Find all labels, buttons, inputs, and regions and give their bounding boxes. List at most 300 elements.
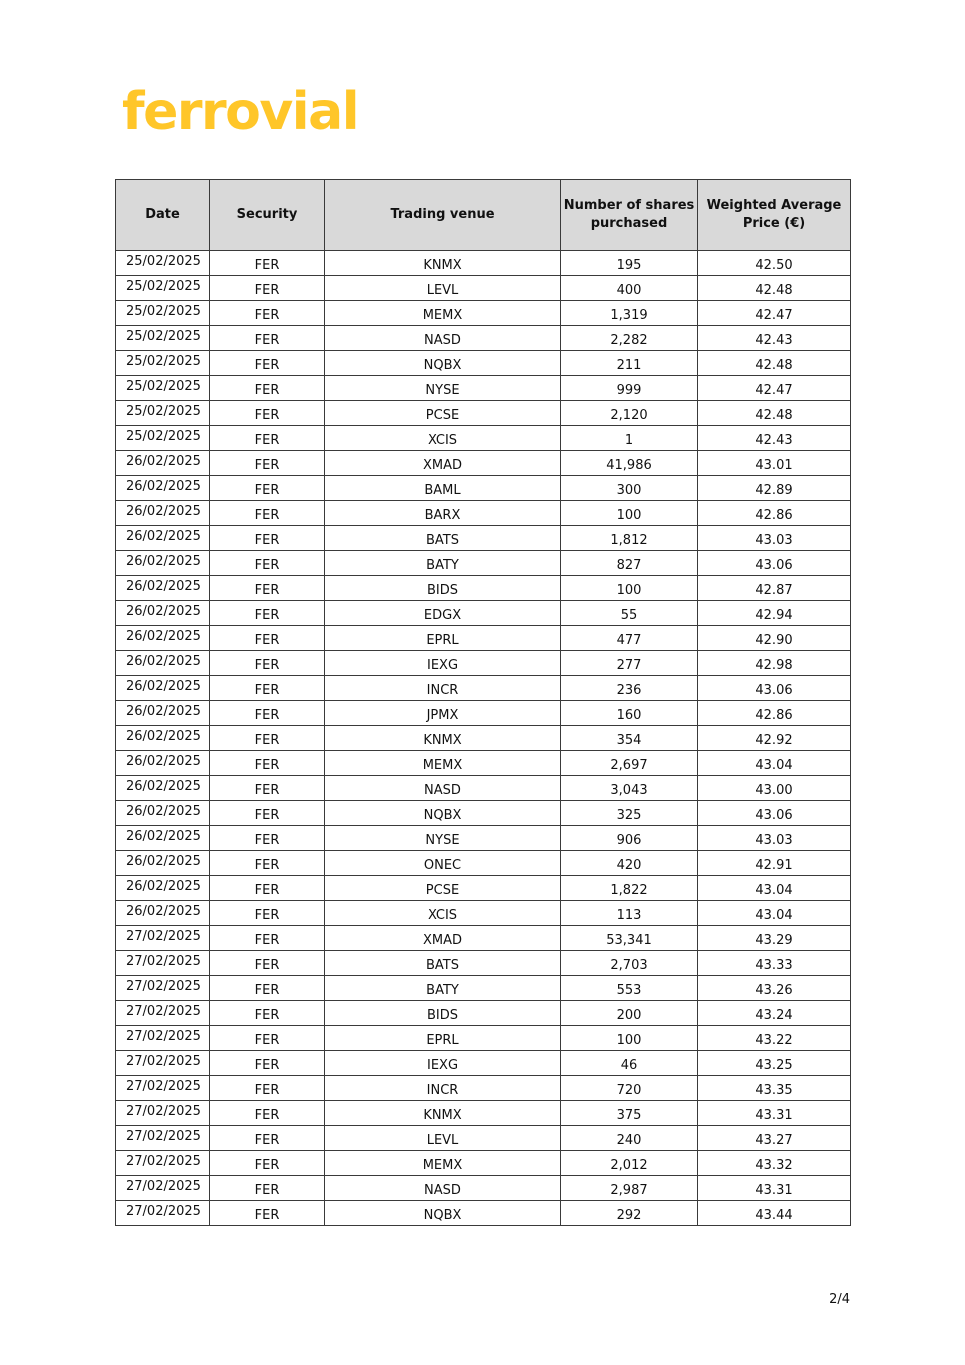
price-text: 43.24 [755, 1008, 793, 1023]
table-row [116, 551, 851, 576]
date-text: 27/02/2025 [126, 929, 201, 944]
price-text: 43.31 [755, 1108, 793, 1123]
shares-cell [561, 501, 698, 526]
date-cell [116, 301, 210, 326]
price-text: 42.48 [755, 408, 793, 423]
venue-text: MEMX [422, 1158, 463, 1173]
venue-text: EPRL [426, 633, 459, 648]
shares-text: 720 [616, 1083, 642, 1098]
price-cell [698, 1126, 851, 1151]
shares-cell [561, 926, 698, 951]
date-cell [116, 251, 210, 276]
price-cell [698, 726, 851, 751]
table-row [116, 726, 851, 751]
date-cell [116, 826, 210, 851]
shares-cell [561, 1126, 698, 1151]
shares-cell [561, 276, 698, 301]
table-row [116, 1001, 851, 1026]
price-cell [698, 251, 851, 276]
date-text: 25/02/2025 [126, 304, 201, 319]
shares-text: 354 [616, 733, 642, 748]
date-cell [116, 326, 210, 351]
security-cell [210, 326, 325, 351]
date-text: 26/02/2025 [126, 454, 201, 469]
price-text: 43.26 [755, 983, 793, 998]
price-text: 42.87 [755, 583, 793, 598]
date-cell [116, 901, 210, 926]
date-cell [116, 726, 210, 751]
date-cell [116, 626, 210, 651]
date-text: 27/02/2025 [126, 1029, 201, 1044]
security-cell [210, 976, 325, 1001]
security-cell [210, 426, 325, 451]
date-cell [116, 551, 210, 576]
shares-cell [561, 326, 698, 351]
date-cell [116, 1076, 210, 1101]
date-text: 26/02/2025 [126, 754, 201, 769]
venue-text: BATY [426, 983, 459, 998]
date-cell [116, 676, 210, 701]
price-cell [698, 576, 851, 601]
date-cell [116, 276, 210, 301]
price-text: 42.86 [755, 508, 793, 523]
security-cell [210, 776, 325, 801]
security-text: FER [254, 608, 280, 623]
venue-text: ONEC [423, 858, 462, 873]
shares-text: 477 [616, 633, 642, 648]
price-cell [698, 1201, 851, 1226]
date-text: 26/02/2025 [126, 604, 201, 619]
table-row [116, 1176, 851, 1201]
table-row [116, 1201, 851, 1226]
security-cell [210, 1151, 325, 1176]
security-text: FER [254, 1008, 280, 1023]
venue-cell [325, 676, 561, 701]
venue-cell [325, 401, 561, 426]
venue-cell [325, 626, 561, 651]
venue-cell [325, 701, 561, 726]
ferrovial-logo: ferrovial [122, 82, 359, 142]
shares-text: 236 [616, 683, 642, 698]
security-cell [210, 751, 325, 776]
price-text: 43.03 [755, 833, 793, 848]
date-text: 26/02/2025 [126, 729, 201, 744]
shares-text: 41,986 [606, 458, 652, 473]
venue-text: BIDS [426, 1008, 458, 1023]
shares-cell [561, 876, 698, 901]
venue-text: NYSE [425, 383, 460, 398]
price-text: 42.86 [755, 708, 793, 723]
date-cell [116, 1151, 210, 1176]
price-cell [698, 476, 851, 501]
shares-cell [561, 1051, 698, 1076]
venue-text: NASD [424, 1183, 461, 1198]
date-cell [116, 401, 210, 426]
price-cell [698, 901, 851, 926]
table-row [116, 976, 851, 1001]
date-text: 26/02/2025 [126, 479, 201, 494]
price-text: 43.04 [755, 883, 793, 898]
shares-cell [561, 376, 698, 401]
venue-cell [325, 251, 561, 276]
venue-text: BATS [426, 533, 459, 548]
price-text: 42.94 [755, 608, 793, 623]
price-cell [698, 776, 851, 801]
date-text: 26/02/2025 [126, 904, 201, 919]
price-cell [698, 626, 851, 651]
shares-text: 2,697 [610, 758, 648, 773]
price-text: 43.25 [755, 1058, 793, 1073]
price-cell [698, 801, 851, 826]
table-header-row [116, 180, 851, 251]
venue-cell [325, 1101, 561, 1126]
security-text: FER [254, 683, 280, 698]
shares-cell [561, 526, 698, 551]
price-cell [698, 676, 851, 701]
date-cell [116, 1126, 210, 1151]
venue-cell [325, 651, 561, 676]
table-row [116, 851, 851, 876]
shares-text: 300 [616, 483, 642, 498]
shares-cell [561, 726, 698, 751]
price-text: 42.98 [755, 658, 793, 673]
venue-cell [325, 551, 561, 576]
venue-cell [325, 1176, 561, 1201]
shares-cell [561, 776, 698, 801]
date-cell [116, 876, 210, 901]
shares-cell [561, 751, 698, 776]
date-text: 27/02/2025 [126, 1154, 201, 1169]
security-cell [210, 851, 325, 876]
date-cell [116, 576, 210, 601]
security-text: FER [254, 1208, 280, 1223]
price-cell [698, 651, 851, 676]
price-text: 43.33 [755, 958, 793, 973]
date-text: 26/02/2025 [126, 529, 201, 544]
price-text: 43.03 [755, 533, 793, 548]
security-cell [210, 1126, 325, 1151]
shares-cell [561, 1201, 698, 1226]
shares-cell [561, 1076, 698, 1101]
table-row [116, 301, 851, 326]
price-cell [698, 1051, 851, 1076]
venue-cell [325, 751, 561, 776]
security-text: FER [254, 933, 280, 948]
header-date: Date [116, 180, 210, 251]
security-cell [210, 1201, 325, 1226]
shares-text: 1,319 [610, 308, 648, 323]
security-text: FER [254, 858, 280, 873]
date-text: 25/02/2025 [126, 379, 201, 394]
shares-text: 3,043 [610, 783, 648, 798]
venue-cell [325, 776, 561, 801]
venue-text: LEVL [426, 1133, 459, 1148]
date-text: 25/02/2025 [126, 329, 201, 344]
date-cell [116, 1101, 210, 1126]
security-text: FER [254, 1183, 280, 1198]
venue-cell [325, 876, 561, 901]
venue-text: KNMX [423, 1108, 462, 1123]
shares-text: 292 [616, 1208, 642, 1223]
shares-text: 2,703 [610, 958, 648, 973]
security-text: FER [254, 1058, 280, 1073]
venue-cell [325, 1076, 561, 1101]
venue-text: LEVL [426, 283, 459, 298]
price-text: 43.32 [755, 1158, 793, 1173]
price-text: 42.48 [755, 283, 793, 298]
security-cell [210, 276, 325, 301]
venue-text: NYSE [425, 833, 460, 848]
date-text: 26/02/2025 [126, 629, 201, 644]
security-text: FER [254, 1108, 280, 1123]
price-cell [698, 526, 851, 551]
price-text: 43.00 [755, 783, 793, 798]
shares-cell [561, 951, 698, 976]
security-cell [210, 801, 325, 826]
price-cell [698, 276, 851, 301]
date-cell [116, 701, 210, 726]
shares-cell [561, 826, 698, 851]
shares-text: 553 [616, 983, 642, 998]
shares-cell [561, 626, 698, 651]
date-cell [116, 801, 210, 826]
security-cell [210, 451, 325, 476]
date-cell [116, 351, 210, 376]
shares-text: 277 [616, 658, 642, 673]
price-cell [698, 851, 851, 876]
price-cell [698, 351, 851, 376]
price-cell [698, 376, 851, 401]
table-row [116, 1151, 851, 1176]
date-cell [116, 1051, 210, 1076]
shares-text: 1,812 [610, 533, 648, 548]
venue-cell [325, 1026, 561, 1051]
price-text: 42.89 [755, 483, 793, 498]
date-text: 25/02/2025 [126, 254, 201, 269]
venue-text: EPRL [426, 1033, 459, 1048]
shares-text: 100 [616, 508, 642, 523]
price-cell [698, 926, 851, 951]
security-cell [210, 701, 325, 726]
shares-cell [561, 601, 698, 626]
security-text: FER [254, 958, 280, 973]
table-row [116, 376, 851, 401]
security-text: FER [254, 633, 280, 648]
date-text: 26/02/2025 [126, 504, 201, 519]
table-row [116, 276, 851, 301]
table-row [116, 1101, 851, 1126]
price-cell [698, 326, 851, 351]
price-text: 42.91 [755, 858, 793, 873]
price-text: 42.92 [755, 733, 793, 748]
date-cell [116, 651, 210, 676]
venue-cell [325, 901, 561, 926]
shares-text: 113 [616, 908, 642, 923]
shares-cell [561, 1176, 698, 1201]
venue-cell [325, 451, 561, 476]
shares-text: 46 [620, 1058, 638, 1073]
venue-text: XMAD [422, 458, 463, 473]
price-text: 43.22 [755, 1033, 793, 1048]
security-text: FER [254, 758, 280, 773]
price-cell [698, 451, 851, 476]
security-text: FER [254, 308, 280, 323]
date-cell [116, 501, 210, 526]
date-cell [116, 1001, 210, 1026]
shares-cell [561, 976, 698, 1001]
date-text: 26/02/2025 [126, 779, 201, 794]
security-cell [210, 1026, 325, 1051]
venue-cell [325, 976, 561, 1001]
venue-text: KNMX [423, 258, 462, 273]
security-cell [210, 826, 325, 851]
table-row [116, 576, 851, 601]
venue-text: MEMX [422, 758, 463, 773]
shares-text: 400 [616, 283, 642, 298]
venue-text: NQBX [423, 808, 462, 823]
table-row [116, 951, 851, 976]
security-cell [210, 876, 325, 901]
price-cell [698, 401, 851, 426]
security-text: FER [254, 508, 280, 523]
price-cell [698, 876, 851, 901]
security-cell [210, 551, 325, 576]
shares-text: 200 [616, 1008, 642, 1023]
security-cell [210, 951, 325, 976]
date-cell [116, 776, 210, 801]
venue-cell [325, 801, 561, 826]
price-cell [698, 976, 851, 1001]
date-text: 27/02/2025 [126, 1204, 201, 1219]
shares-text: 375 [616, 1108, 642, 1123]
table-row [116, 701, 851, 726]
shares-cell [561, 576, 698, 601]
security-cell [210, 651, 325, 676]
shares-text: 100 [616, 1033, 642, 1048]
security-cell [210, 301, 325, 326]
security-cell [210, 376, 325, 401]
security-cell [210, 526, 325, 551]
price-cell [698, 1151, 851, 1176]
share-purchases-table [115, 179, 851, 1226]
venue-text: NQBX [423, 358, 462, 373]
table-row [116, 426, 851, 451]
price-cell [698, 826, 851, 851]
shares-text: 2,120 [610, 408, 648, 423]
venue-cell [325, 501, 561, 526]
date-cell [116, 851, 210, 876]
price-cell [698, 1001, 851, 1026]
price-cell [698, 1076, 851, 1101]
price-cell [698, 501, 851, 526]
shares-text: 1 [624, 433, 634, 448]
venue-cell [325, 826, 561, 851]
shares-text: 2,282 [610, 333, 648, 348]
date-text: 27/02/2025 [126, 979, 201, 994]
security-text: FER [254, 1133, 280, 1148]
table-row [116, 1126, 851, 1151]
price-text: 42.43 [755, 433, 793, 448]
venue-text: NASD [424, 783, 461, 798]
price-cell [698, 551, 851, 576]
date-text: 27/02/2025 [126, 1079, 201, 1094]
venue-cell [325, 326, 561, 351]
table-body [116, 251, 851, 1226]
price-cell [698, 751, 851, 776]
table-row [116, 751, 851, 776]
table-row [116, 926, 851, 951]
table-row [116, 676, 851, 701]
shares-text: 211 [616, 358, 642, 373]
date-text: 25/02/2025 [126, 429, 201, 444]
price-text: 43.27 [755, 1133, 793, 1148]
price-text: 42.48 [755, 358, 793, 373]
venue-text: XCIS [427, 433, 458, 448]
venue-cell [325, 351, 561, 376]
date-text: 26/02/2025 [126, 554, 201, 569]
price-cell [698, 1176, 851, 1201]
shares-cell [561, 426, 698, 451]
security-cell [210, 601, 325, 626]
shares-text: 195 [616, 258, 642, 273]
date-cell [116, 1176, 210, 1201]
header-trading-venue: Trading venue [325, 180, 561, 251]
venue-text: KNMX [423, 733, 462, 748]
shares-cell [561, 251, 698, 276]
date-cell [116, 526, 210, 551]
venue-cell [325, 1126, 561, 1151]
security-text: FER [254, 658, 280, 673]
venue-text: BATY [426, 558, 459, 573]
security-cell [210, 1101, 325, 1126]
shares-text: 55 [620, 608, 638, 623]
venue-text: NASD [424, 333, 461, 348]
date-text: 27/02/2025 [126, 1129, 201, 1144]
venue-text: BAML [424, 483, 461, 498]
price-cell [698, 1101, 851, 1126]
date-cell [116, 451, 210, 476]
date-text: 26/02/2025 [126, 679, 201, 694]
price-cell [698, 426, 851, 451]
security-text: FER [254, 808, 280, 823]
table-row [116, 251, 851, 276]
shares-cell [561, 701, 698, 726]
security-cell [210, 1176, 325, 1201]
shares-text: 2,987 [610, 1183, 648, 1198]
price-text: 43.06 [755, 808, 793, 823]
venue-cell [325, 926, 561, 951]
price-text: 42.50 [755, 258, 793, 273]
date-text: 26/02/2025 [126, 579, 201, 594]
price-text: 43.31 [755, 1183, 793, 1198]
table-row [116, 501, 851, 526]
date-cell [116, 1026, 210, 1051]
security-text: FER [254, 1033, 280, 1048]
header-weighted-average-price: Weighted Average Price (€) [698, 180, 851, 251]
security-text: FER [254, 458, 280, 473]
header-security: Security [210, 180, 325, 251]
date-text: 27/02/2025 [126, 1004, 201, 1019]
security-cell [210, 501, 325, 526]
date-text: 25/02/2025 [126, 279, 201, 294]
security-text: FER [254, 908, 280, 923]
table-row [116, 326, 851, 351]
venue-text: BATS [426, 958, 459, 973]
venue-text: XMAD [422, 933, 463, 948]
shares-cell [561, 851, 698, 876]
shares-cell [561, 551, 698, 576]
venue-cell [325, 1001, 561, 1026]
